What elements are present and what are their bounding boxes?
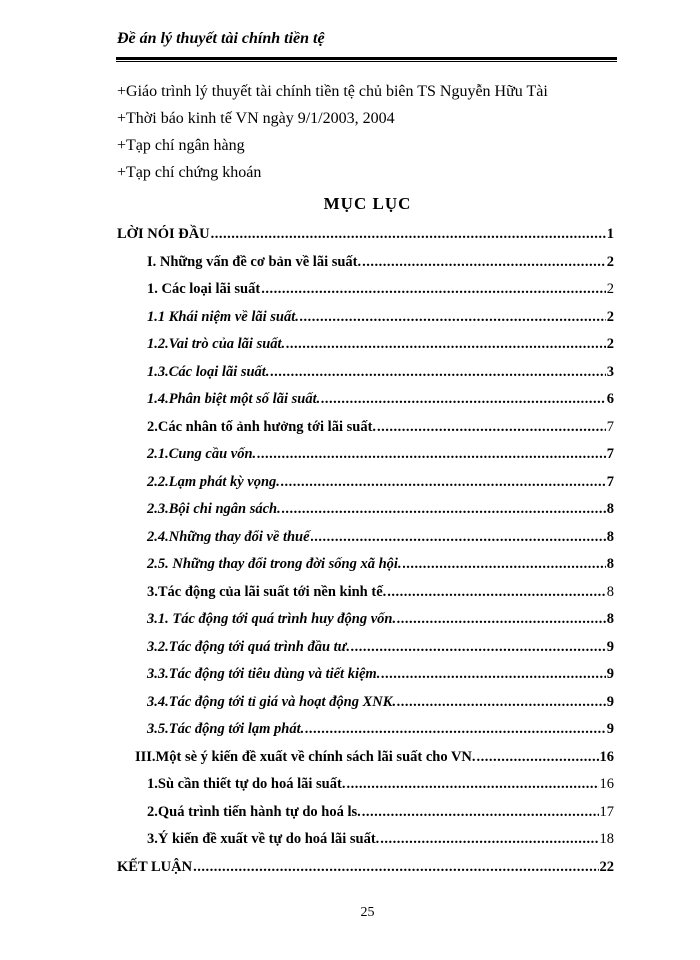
- toc-leader: [346, 776, 598, 793]
- toc-entry-label: 2.3.Bội chi ngân sách.: [147, 501, 281, 517]
- toc-entry-3-2: [117, 639, 614, 667]
- toc-entry-label: 2.4.Những thay đổi về thuế: [147, 528, 310, 545]
- toc-entry-label: I. Những vấn đề cơ bản về lãi suất.: [147, 253, 362, 270]
- toc-entry-2-4: [117, 529, 614, 557]
- toc-entry-page: 2: [606, 336, 614, 352]
- table-of-contents: [117, 226, 614, 886]
- toc-entry-label: 2.Quá trình tiến hành tự do hoá ls.: [147, 803, 361, 820]
- header-rule-thin: [116, 61, 617, 62]
- toc-entry-2: [117, 419, 614, 447]
- toc-entry-page: 17: [599, 803, 614, 820]
- toc-entry-introduction: [117, 226, 614, 254]
- toc-entry-label: 3.3.Tác động tới tiêu dùng và tiết kiệm.: [147, 666, 381, 682]
- toc-entry-page: 2: [606, 281, 614, 297]
- toc-entry-label: 2.2.Lạm phát kỳ vọng.: [147, 473, 280, 490]
- toc-leader: [362, 804, 599, 821]
- toc-entry-page: 16: [599, 748, 614, 765]
- toc-entry-section-1: [117, 254, 614, 282]
- toc-leader: [377, 419, 606, 436]
- toc-entry-label: 1.1 Khái niệm về lãi suất.: [147, 308, 299, 325]
- toc-entry-label: 2.1.Cung cầu vốn.: [147, 446, 257, 462]
- toc-entry-3-3: [117, 666, 614, 694]
- toc-entry-section-3: [117, 749, 614, 777]
- toc-leader: [193, 859, 598, 876]
- toc-entry-label: 2.Các nhân tố ảnh hưởng tới lãi suất.: [147, 418, 377, 435]
- toc-leader: [270, 364, 605, 381]
- toc-title: MỤC LỤC: [323, 194, 412, 213]
- toc-leader: [397, 694, 606, 711]
- toc-entry-iii-2: [117, 804, 614, 832]
- toc-entry-page: 7: [606, 418, 614, 435]
- toc-entry-page: 22: [599, 858, 614, 875]
- toc-entry-page: 18: [599, 831, 614, 847]
- toc-entry-label: 3.2.Tác động tới quá trình đầu tư.: [147, 638, 350, 655]
- toc-entry-3-1: [117, 611, 614, 639]
- toc-entry-page: 7: [606, 473, 614, 490]
- toc-entry-1-1: [117, 309, 614, 337]
- toc-entry-page: 1: [606, 226, 614, 242]
- toc-leader: [300, 309, 606, 326]
- toc-entry-page: 9: [606, 693, 614, 710]
- toc-entry-page: 8: [606, 583, 614, 600]
- toc-entry-label: 3.5.Tác động tới lạm phát.: [147, 721, 305, 737]
- toc-leader: [387, 584, 605, 601]
- toc-entry-page: 8: [606, 528, 614, 545]
- toc-entry-page: 8: [606, 556, 614, 572]
- toc-entry-2-1: [117, 446, 614, 474]
- toc-entry-iii-3: [117, 831, 614, 859]
- toc-entry-conclusion: [117, 859, 614, 887]
- toc-entry-label: III.Một sè ý kiến đề xuất về chính sách lãi suất cho VN.: [135, 748, 476, 765]
- toc-entry-label: 1.2.Vai trò của lãi suất.: [147, 336, 286, 352]
- toc-entry-label: 1.4.Phân biệt một số lãi suất.: [147, 391, 321, 407]
- toc-leader: [362, 254, 606, 271]
- toc-entry-page: 2: [606, 308, 614, 325]
- toc-entry-iii-1: [117, 776, 614, 804]
- toc-entry-page: 9: [606, 638, 614, 655]
- toc-leader: [305, 721, 606, 738]
- toc-entry-3-4: [117, 694, 614, 722]
- toc-entry-2-3: [117, 501, 614, 529]
- toc-entry-page: 3: [606, 363, 614, 380]
- toc-leader: [311, 529, 606, 546]
- toc-leader: [282, 501, 606, 518]
- toc-leader: [380, 831, 598, 848]
- toc-entry-3-5: [117, 721, 614, 749]
- toc-leader: [257, 446, 606, 463]
- toc-entry-label: 3.1. Tác động tới quá trình huy động vốn.: [147, 611, 397, 627]
- toc-leader: [477, 749, 599, 766]
- toc-entry-page: 16: [599, 776, 614, 792]
- toc-entry-page: 8: [606, 501, 614, 517]
- toc-entry-3: [117, 584, 614, 612]
- toc-entry-label: LỜI NÓI ĐẦU: [117, 226, 210, 242]
- header-rule-thick: [116, 57, 617, 60]
- reference-item: +Giáo trình lý thuyết tài chính tiền tệ chủ biên TS Nguyễn Hữu Tài: [117, 83, 548, 100]
- toc-entry-label: 2.5. Những thay đổi trong đời sống xã hội.: [147, 556, 402, 572]
- toc-entry-page: 7: [606, 446, 614, 462]
- reference-item: +Tạp chí ngân hàng: [117, 137, 245, 154]
- toc-entry-label: 3.Tác động của lãi suất tới nền kinh tế.: [147, 583, 387, 600]
- toc-entry-1-4: [117, 391, 614, 419]
- toc-entry-page: 9: [606, 721, 614, 737]
- toc-leader: [397, 611, 606, 628]
- toc-entry-label: 1.3.Các loại lãi suất.: [147, 363, 270, 380]
- toc-leader: [351, 639, 606, 656]
- document-header-title: Đề án lý thuyết tài chính tiền tệ: [117, 30, 325, 47]
- toc-leader: [211, 226, 606, 243]
- toc-entry-label: 3.Ý kiến đề xuất về tự do hoá lãi suất.: [147, 831, 380, 847]
- toc-leader: [321, 391, 606, 408]
- reference-item: +Thời báo kinh tế VN ngày 9/1/2003, 2004: [117, 110, 395, 127]
- toc-entry-page: 9: [606, 666, 614, 682]
- toc-entry-2-2: [117, 474, 614, 502]
- toc-entry-1: [117, 281, 614, 309]
- toc-entry-label: KẾT LUẬN: [117, 858, 193, 875]
- toc-entry-label: 3.4.Tác động tới tỉ giá và hoạt động XNK.: [147, 693, 397, 710]
- page-number: 25: [360, 905, 375, 920]
- toc-entry-label: 1.Sù cần thiết tự do hoá lãi suất.: [147, 776, 346, 792]
- reference-list: [117, 82, 617, 190]
- toc-entry-page: 6: [606, 391, 614, 407]
- toc-leader: [381, 666, 605, 683]
- toc-entry-1-2: [117, 336, 614, 364]
- toc-entry-2-5: [117, 556, 614, 584]
- toc-leader: [403, 556, 606, 573]
- toc-entry-1-3: [117, 364, 614, 392]
- toc-leader: [286, 336, 606, 353]
- toc-entry-label: 1. Các loại lãi suất: [147, 281, 261, 297]
- toc-leader: [261, 281, 606, 298]
- toc-entry-page: 8: [606, 611, 614, 627]
- toc-entry-page: 2: [606, 253, 614, 270]
- toc-leader: [281, 474, 606, 491]
- reference-item: +Tạp chí chứng khoán: [117, 164, 262, 181]
